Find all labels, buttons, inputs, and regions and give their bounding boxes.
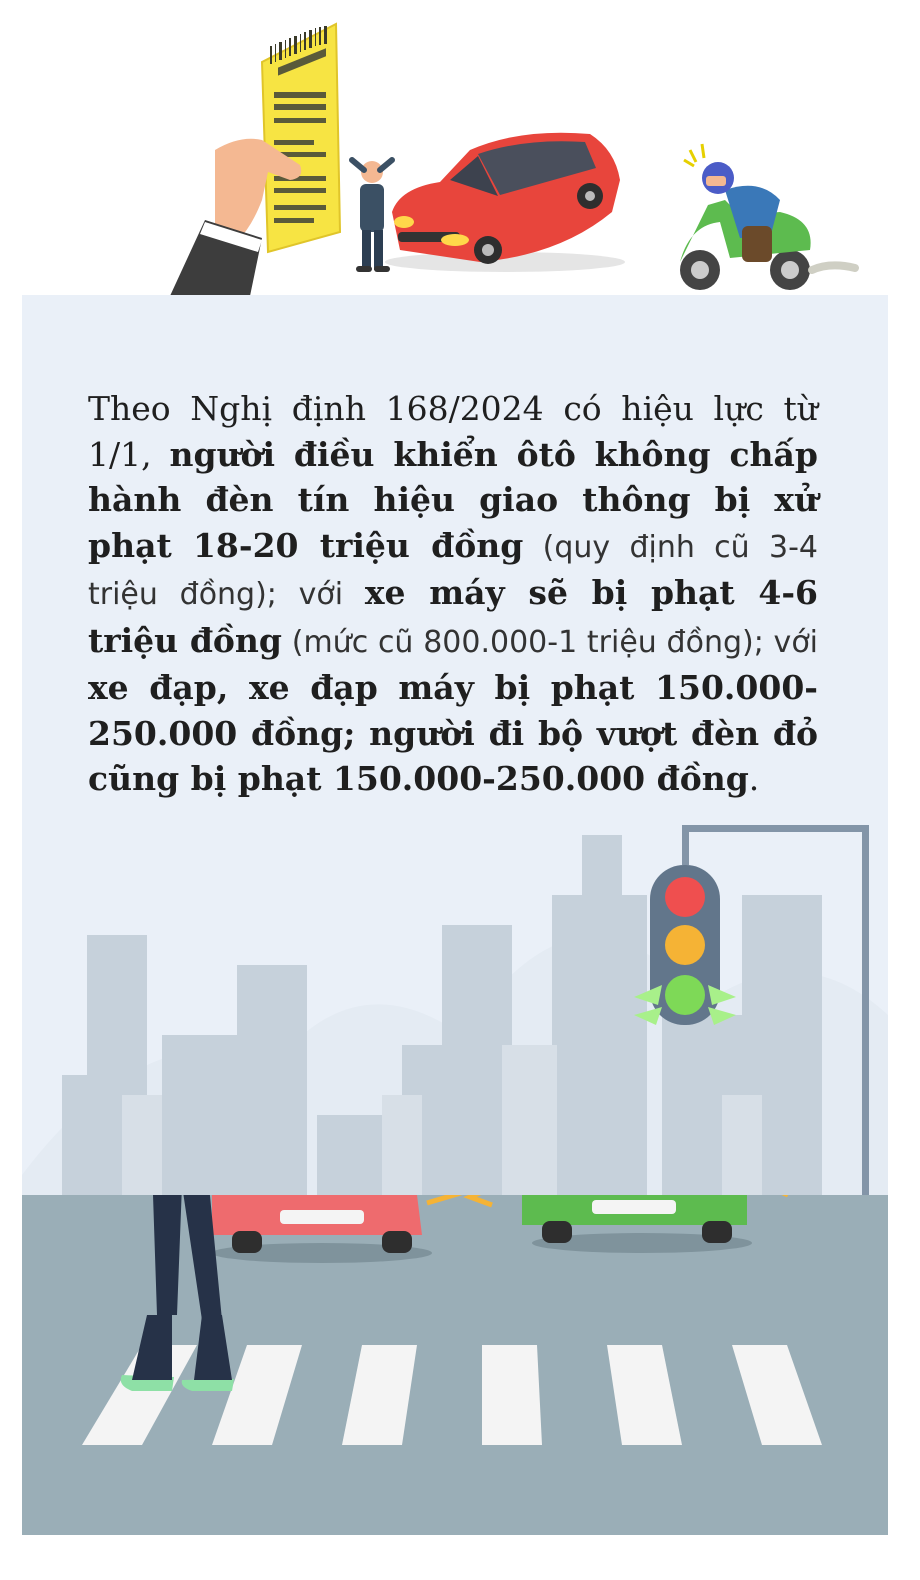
text-segment-bicycle-pedestrian-fine: xe đạp, xe đạp máy bị phạt 150.000-250.000 đồng; người đi bộ vượt đèn đỏ cũng bị phạt 150.000-250.000 đồng <box>88 668 818 798</box>
text-segment-car-fine: người điều khiển ôtô không chấp hành đèn tín hiệu giao thông bị xử phạt 18-20 triệu đồng <box>88 434 818 565</box>
stressed-man-icon <box>352 160 392 272</box>
text-segment-motorbike-fine: xe máy sẽ bị phạt 4-6 triệu đồng <box>88 573 818 660</box>
red-car-icon <box>385 133 625 272</box>
text-segment-end: . <box>748 759 760 798</box>
traffic-ticket-icon <box>262 24 340 252</box>
text-segment-intro: Theo Nghị định 168/2024 có hiệu lực từ 1/1, <box>88 389 818 474</box>
road-scene <box>22 1195 888 1535</box>
scooter-rider-icon <box>680 144 855 290</box>
article-text <box>88 386 818 802</box>
top-traffic-ticket-illustration <box>0 0 920 300</box>
red-car-front-icon <box>212 1195 432 1263</box>
text-segment-old-car-fine: (quy định cũ 3-4 triệu đồng); với <box>88 529 818 612</box>
text-segment-old-motorbike-fine: (mức cũ 800.000-1 triệu đồng); với <box>282 624 819 660</box>
